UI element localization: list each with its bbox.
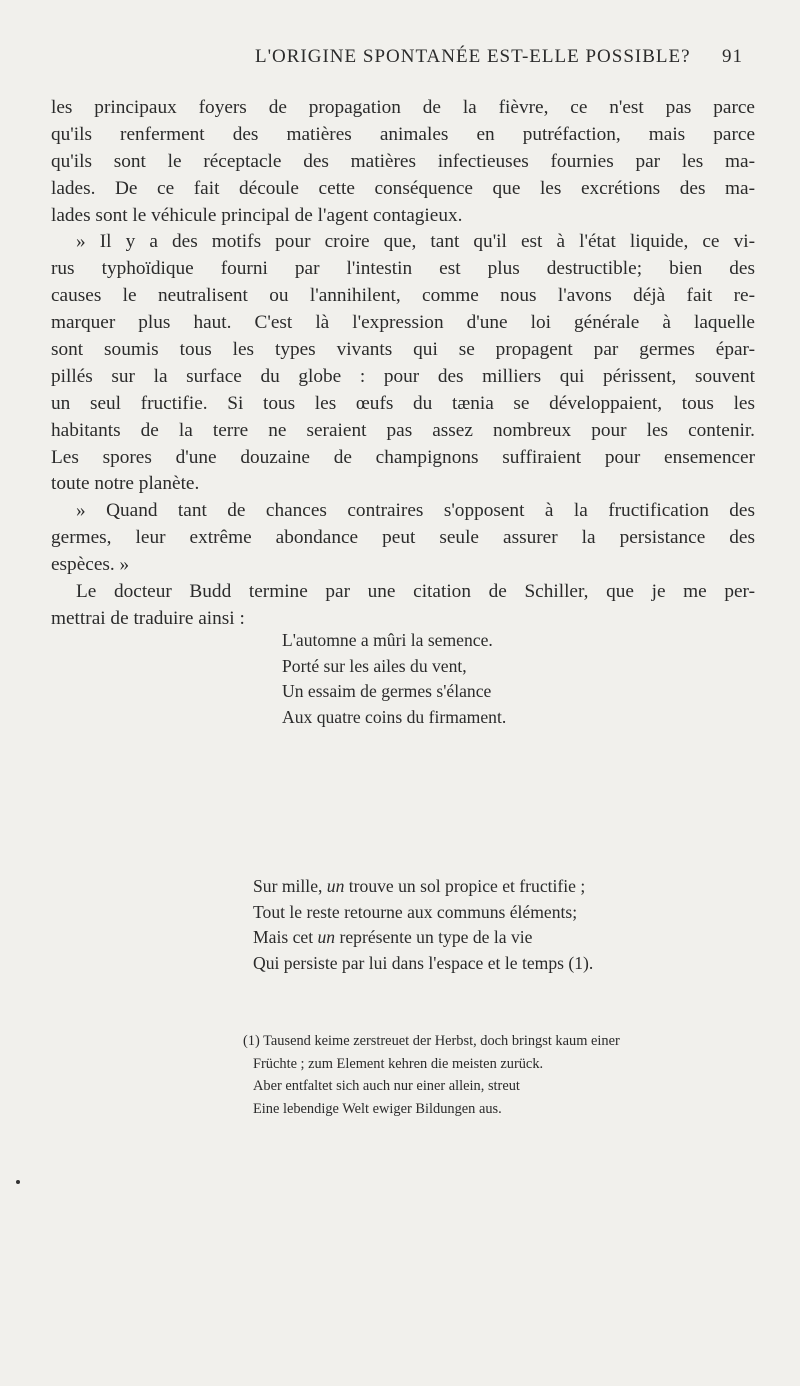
text-line: marquer plus haut. C'est là l'expression d'une loi générale à laquelle	[51, 312, 755, 334]
verse-text: trouve un sol propice et fructifie ;	[344, 876, 586, 896]
verse-text: représente un type de la vie	[335, 927, 533, 947]
text-line: germes, leur extrême abondance peut seule assurer la persistance des	[51, 527, 755, 549]
text-line: pillés sur la surface du globe : pour des milliers qui périssent, souvent	[51, 365, 755, 387]
text-line: qu'ils sont le réceptacle des matières infectieuses fournies par les ma-	[51, 150, 755, 172]
running-title: L'ORIGINE SPONTANÉE EST-ELLE POSSIBLE?	[255, 46, 691, 67]
text-line: » Quand tant de chances contraires s'opposent à la fructification des	[76, 500, 755, 522]
verse-line: Un essaim de germes s'élance	[282, 681, 492, 701]
text-line: sont soumis tous les types vivants qui se propagent par germes épar-	[51, 339, 755, 361]
verse-line: Qui persiste par lui dans l'espace et le temps (1).	[253, 952, 594, 973]
text-line: causes le neutralisent ou l'annihilent, comme nous l'avons déjà fait re-	[51, 285, 755, 307]
footnote	[243, 1030, 763, 1120]
text-line: Les spores d'une douzaine de champignons suffiraient pour ensemencer	[51, 446, 755, 468]
verse-stanza-2	[253, 874, 753, 976]
text-line: lades sont le véhicule principal de l'agent contagieux.	[51, 204, 463, 226]
verse-line: Aux quatre coins du firmament.	[282, 706, 507, 727]
verse-line	[253, 925, 753, 951]
ink-speck	[16, 1180, 20, 1184]
footnote-line: Aber entfaltet sich auch nur einer allein, streut	[253, 1078, 520, 1094]
footnote-line: Eine lebendige Welt ewiger Bildungen aus.	[253, 1100, 502, 1117]
text-line: rus typhoïdique fourni par l'intestin est plus destructible; bien des	[51, 258, 755, 280]
verse-emphasis: un	[317, 927, 336, 947]
footnote-line: (1) Tausend keime zerstreuet der Herbst, doch bringst kaum einer	[243, 1033, 620, 1049]
text-line: » Il y a des motifs pour croire que, tant qu'il est à l'état liquide, ce vi-	[76, 231, 755, 253]
verse-emphasis: un	[326, 876, 345, 896]
verse-line: Tout le reste retourne aux communs éléments;	[253, 901, 578, 922]
body-text	[51, 95, 755, 633]
verse-text: Sur mille,	[253, 876, 327, 896]
verse-text: Mais cet	[253, 927, 318, 947]
text-line: espèces. »	[51, 554, 130, 576]
text-line: qu'ils renferment des matières animales en putréfaction, mais parce	[51, 123, 755, 145]
text-line: mettrai de traduire ainsi :	[51, 607, 245, 629]
footnote-line: Früchte ; zum Element kehren die meisten zurück.	[253, 1055, 544, 1072]
verse-stanza-1	[253, 628, 753, 730]
text-line: lades. De ce fait découle cette conséquence que les excrétions des ma-	[51, 177, 755, 199]
text-line: Le docteur Budd termine par une citation de Schiller, que je me per-	[76, 581, 755, 603]
text-line: habitants de la terre ne seraient pas assez nombreux pour les contenir.	[51, 419, 755, 441]
verse-line: Porté sur les ailes du vent,	[282, 655, 467, 676]
page-number: 91	[722, 46, 743, 67]
verse-line	[253, 874, 753, 900]
text-line: un seul fructifie. Si tous les œufs du tænia se développaient, tous les	[51, 392, 755, 414]
verse-line: L'automne a mûri la semence.	[282, 630, 493, 650]
text-line: les principaux foyers de propagation de la fièvre, ce n'est pas parce	[51, 97, 755, 118]
text-line: toute notre planète.	[51, 473, 200, 495]
